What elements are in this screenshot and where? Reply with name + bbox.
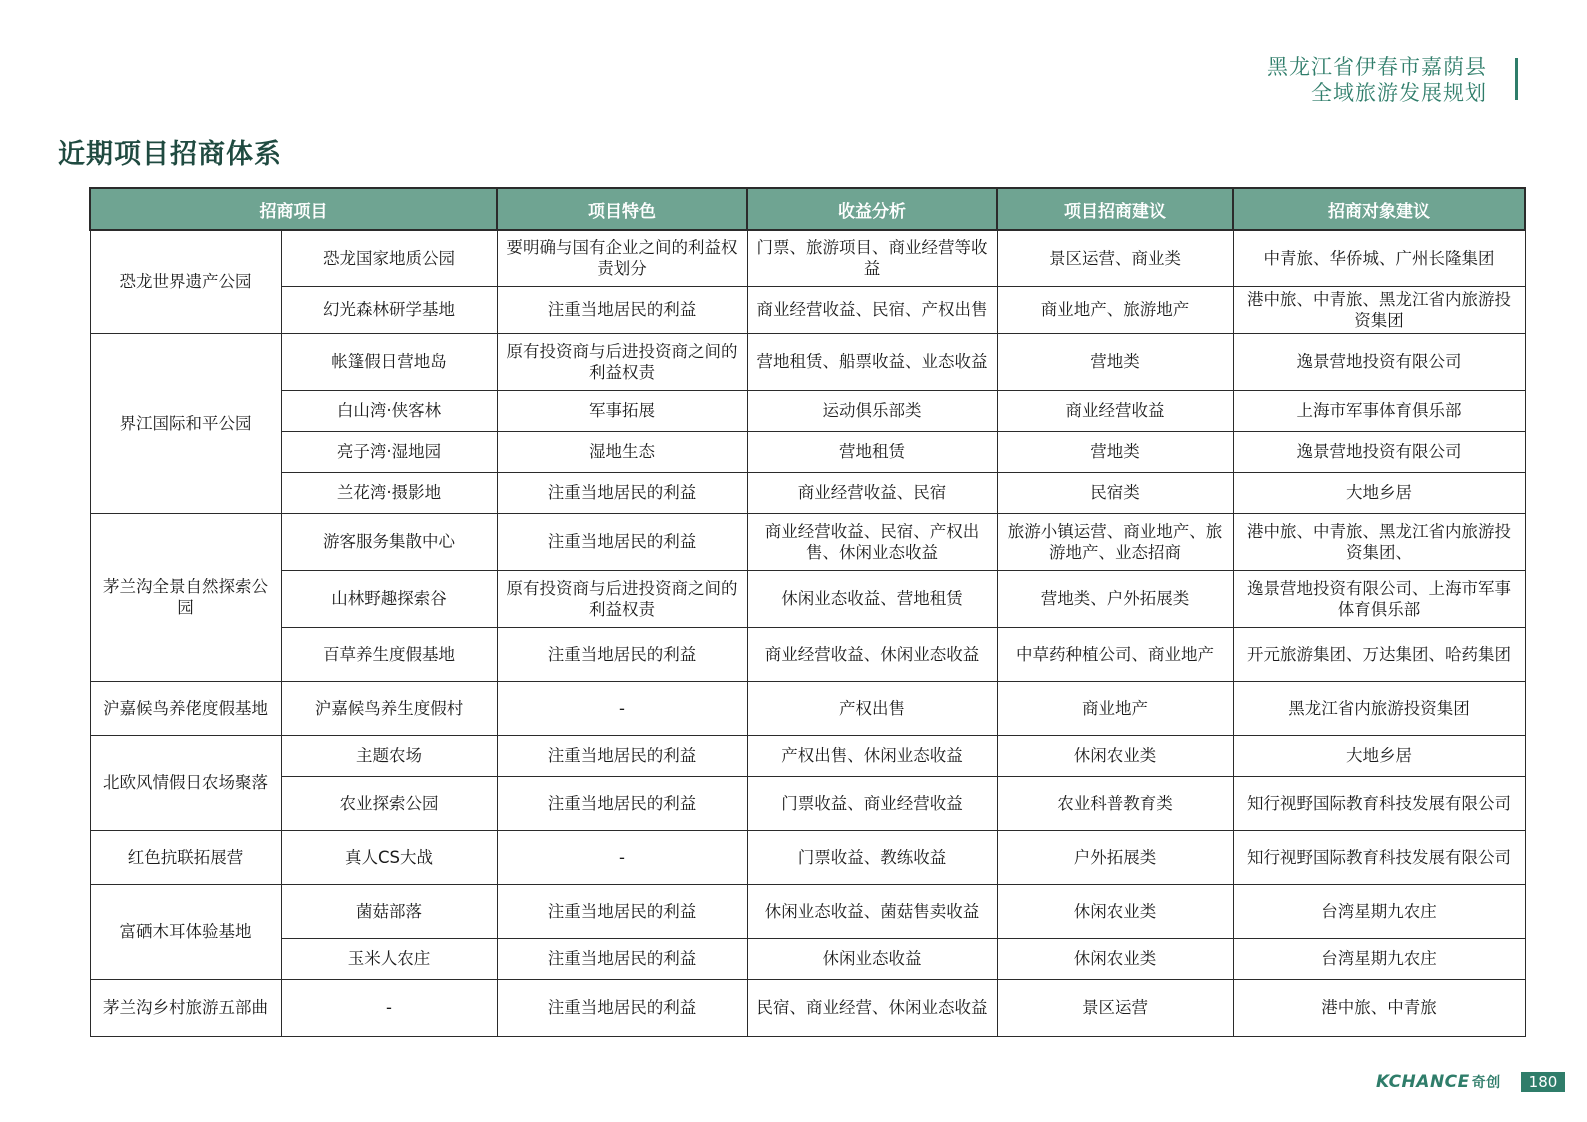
target-investor-cell: 逸景营地投资有限公司 xyxy=(1233,333,1525,390)
project-group-cell: 沪嘉候鸟养佬度假基地 xyxy=(90,681,281,735)
revenue-analysis-cell: 营地租赁 xyxy=(747,431,997,472)
project-group-cell: 茅兰沟乡村旅游五部曲 xyxy=(90,979,281,1036)
table-row xyxy=(90,333,1525,390)
project-feature-cell: 注重当地居民的利益 xyxy=(497,776,747,830)
project-feature-cell: 湿地生态 xyxy=(497,431,747,472)
investment-advice-cell: 景区运营、商业类 xyxy=(997,230,1233,286)
table-row xyxy=(90,627,1525,681)
project-feature-cell: 原有投资商与后进投资商之间的利益权责 xyxy=(497,570,747,627)
investment-advice-cell: 休闲农业类 xyxy=(997,884,1233,938)
target-investor-cell: 港中旅、中青旅、黑龙江省内旅游投资集团、 xyxy=(1233,513,1525,570)
project-item-cell: 玉米人农庄 xyxy=(281,938,497,979)
project-item-cell: 沪嘉候鸟养生度假村 xyxy=(281,681,497,735)
target-investor-cell: 知行视野国际教育科技发展有限公司 xyxy=(1233,776,1525,830)
revenue-analysis-cell: 运动俱乐部类 xyxy=(747,390,997,431)
investment-advice-cell: 户外拓展类 xyxy=(997,830,1233,884)
project-feature-cell: - xyxy=(497,681,747,735)
project-group-cell: 北欧风情假日农场聚落 xyxy=(90,735,281,830)
table-body xyxy=(90,230,1525,1036)
project-group-cell: 富硒木耳体验基地 xyxy=(90,884,281,979)
project-feature-cell: 注重当地居民的利益 xyxy=(497,472,747,513)
table-row xyxy=(90,776,1525,830)
project-feature-cell: 注重当地居民的利益 xyxy=(497,735,747,776)
brand-logo-text: KCHANCE xyxy=(1376,1072,1470,1092)
revenue-analysis-cell: 商业经营收益、民宿、产权出售 xyxy=(747,286,997,333)
target-investor-cell: 黑龙江省内旅游投资集团 xyxy=(1233,681,1525,735)
investment-advice-cell: 商业经营收益 xyxy=(997,390,1233,431)
project-item-cell: 白山湾·侠客林 xyxy=(281,390,497,431)
column-header: 收益分析 xyxy=(747,188,997,230)
page-number: 180 xyxy=(1521,1072,1565,1092)
project-item-cell: 恐龙国家地质公园 xyxy=(281,230,497,286)
project-group-cell: 恐龙世界遗产公园 xyxy=(90,230,281,333)
project-item-cell: 百草养生度假基地 xyxy=(281,627,497,681)
revenue-analysis-cell: 商业经营收益、休闲业态收益 xyxy=(747,627,997,681)
target-investor-cell: 港中旅、中青旅、黑龙江省内旅游投资集团 xyxy=(1233,286,1525,333)
project-group-cell: 茅兰沟全景自然探索公园 xyxy=(90,513,281,681)
investment-advice-cell: 民宿类 xyxy=(997,472,1233,513)
project-item-cell: 亮子湾·湿地园 xyxy=(281,431,497,472)
brand-logo-cn: 奇创 xyxy=(1471,1075,1501,1091)
project-feature-cell: 注重当地居民的利益 xyxy=(497,979,747,1036)
project-feature-cell: 注重当地居民的利益 xyxy=(497,513,747,570)
column-header: 项目特色 xyxy=(497,188,747,230)
column-header: 项目招商建议 xyxy=(997,188,1233,230)
project-feature-cell: 注重当地居民的利益 xyxy=(497,286,747,333)
table-row xyxy=(90,230,1525,286)
table-row xyxy=(90,735,1525,776)
project-feature-cell: 要明确与国有企业之间的利益权责划分 xyxy=(497,230,747,286)
table-row xyxy=(90,513,1525,570)
project-feature-cell: 注重当地居民的利益 xyxy=(497,627,747,681)
table-row xyxy=(90,570,1525,627)
project-item-cell: 幻光森林研学基地 xyxy=(281,286,497,333)
table-header-row xyxy=(90,188,1525,230)
table-row xyxy=(90,884,1525,938)
project-feature-cell: 军事拓展 xyxy=(497,390,747,431)
revenue-analysis-cell: 商业经营收益、民宿、产权出售、休闲业态收益 xyxy=(747,513,997,570)
table-row xyxy=(90,431,1525,472)
project-item-cell: 兰花湾·摄影地 xyxy=(281,472,497,513)
project-feature-cell: 原有投资商与后进投资商之间的利益权责 xyxy=(497,333,747,390)
project-item-cell: 山林野趣探索谷 xyxy=(281,570,497,627)
target-investor-cell: 台湾星期九农庄 xyxy=(1233,938,1525,979)
revenue-analysis-cell: 门票收益、商业经营收益 xyxy=(747,776,997,830)
investment-advice-cell: 营地类 xyxy=(997,431,1233,472)
investment-advice-cell: 景区运营 xyxy=(997,979,1233,1036)
header-title-line1: 黑龙江省伊春市嘉荫县 xyxy=(1267,55,1487,79)
revenue-analysis-cell: 产权出售、休闲业态收益 xyxy=(747,735,997,776)
project-item-cell: 游客服务集散中心 xyxy=(281,513,497,570)
investment-advice-cell: 营地类 xyxy=(997,333,1233,390)
investment-advice-cell: 商业地产 xyxy=(997,681,1233,735)
table-row xyxy=(90,390,1525,431)
revenue-analysis-cell: 休闲业态收益、营地租赁 xyxy=(747,570,997,627)
target-investor-cell: 知行视野国际教育科技发展有限公司 xyxy=(1233,830,1525,884)
project-group-cell: 界江国际和平公园 xyxy=(90,333,281,513)
target-investor-cell: 上海市军事体育俱乐部 xyxy=(1233,390,1525,431)
revenue-analysis-cell: 民宿、商业经营、休闲业态收益 xyxy=(747,979,997,1036)
target-investor-cell: 大地乡居 xyxy=(1233,735,1525,776)
column-header: 招商项目 xyxy=(90,188,497,230)
table-row xyxy=(90,681,1525,735)
project-feature-cell: 注重当地居民的利益 xyxy=(497,884,747,938)
project-item-cell: 菌菇部落 xyxy=(281,884,497,938)
target-investor-cell: 中青旅、华侨城、广州长隆集团 xyxy=(1233,230,1525,286)
project-feature-cell: - xyxy=(497,830,747,884)
project-item-cell: 农业探索公园 xyxy=(281,776,497,830)
brand-logo xyxy=(1376,1072,1501,1092)
revenue-analysis-cell: 营地租赁、船票收益、业态收益 xyxy=(747,333,997,390)
revenue-analysis-cell: 门票收益、教练收益 xyxy=(747,830,997,884)
investment-advice-cell: 休闲农业类 xyxy=(997,735,1233,776)
investment-advice-cell: 农业科普教育类 xyxy=(997,776,1233,830)
project-item-cell: 真人CS大战 xyxy=(281,830,497,884)
table-row xyxy=(90,286,1525,333)
target-investor-cell: 大地乡居 xyxy=(1233,472,1525,513)
document-header-title xyxy=(1267,54,1487,106)
target-investor-cell: 逸景营地投资有限公司、上海市军事体育俱乐部 xyxy=(1233,570,1525,627)
investment-advice-cell: 商业地产、旅游地产 xyxy=(997,286,1233,333)
project-feature-cell: 注重当地居民的利益 xyxy=(497,938,747,979)
table-row xyxy=(90,472,1525,513)
project-item-cell: 主题农场 xyxy=(281,735,497,776)
page-title: 近期项目招商体系 xyxy=(58,139,282,170)
header-title-line2: 全域旅游发展规划 xyxy=(1311,81,1487,105)
project-item-cell: 帐篷假日营地岛 xyxy=(281,333,497,390)
table-row xyxy=(90,830,1525,884)
revenue-analysis-cell: 休闲业态收益、菌菇售卖收益 xyxy=(747,884,997,938)
table-row xyxy=(90,938,1525,979)
header-accent-bar xyxy=(1515,58,1518,100)
investment-advice-cell: 营地类、户外拓展类 xyxy=(997,570,1233,627)
investment-advice-cell: 旅游小镇运营、商业地产、旅游地产、业态招商 xyxy=(997,513,1233,570)
project-item-cell: - xyxy=(281,979,497,1036)
revenue-analysis-cell: 商业经营收益、民宿 xyxy=(747,472,997,513)
column-header: 招商对象建议 xyxy=(1233,188,1525,230)
target-investor-cell: 港中旅、中青旅 xyxy=(1233,979,1525,1036)
investment-advice-cell: 休闲农业类 xyxy=(997,938,1233,979)
target-investor-cell: 逸景营地投资有限公司 xyxy=(1233,431,1525,472)
project-group-cell: 红色抗联拓展营 xyxy=(90,830,281,884)
target-investor-cell: 台湾星期九农庄 xyxy=(1233,884,1525,938)
investment-advice-cell: 中草药种植公司、商业地产 xyxy=(997,627,1233,681)
revenue-analysis-cell: 产权出售 xyxy=(747,681,997,735)
revenue-analysis-cell: 休闲业态收益 xyxy=(747,938,997,979)
table-row xyxy=(90,979,1525,1036)
investment-project-table xyxy=(89,187,1526,1037)
target-investor-cell: 开元旅游集团、万达集团、哈药集团 xyxy=(1233,627,1525,681)
revenue-analysis-cell: 门票、旅游项目、商业经营等收益 xyxy=(747,230,997,286)
